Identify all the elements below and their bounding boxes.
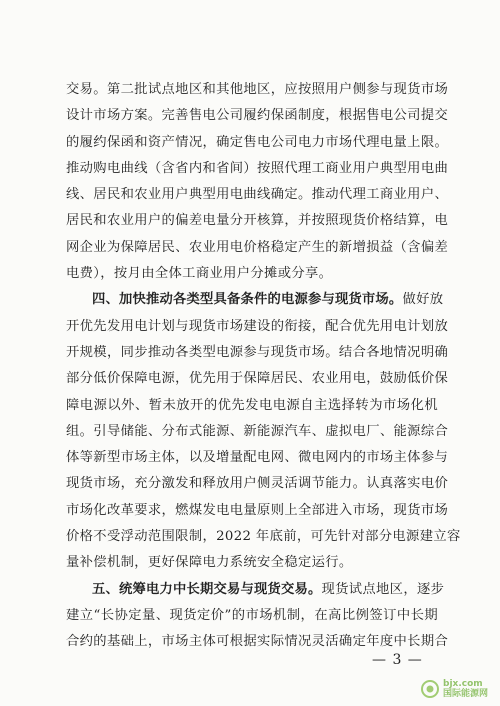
text-line: 电费），按月由全体工商业用户分摊或分享。 [66,266,333,282]
text-line: 的履约保函和资产情况，确定售电公司电力市场代理电量上限。 [66,134,449,150]
text-line: 推动购电曲线（含省内和省间）按照代理工商业用户典型用电曲 [66,160,449,176]
watermark-text-2: 国际能源网 [443,689,489,699]
section-heading: 四、加快推动各类型具备条件的电源参与现货市场。 [92,292,403,308]
text-line: 部分低价保障电源，优先用于保障居民、农业用电，鼓励低价保 [66,371,449,387]
heading-continuation-text: 做好放 [402,292,444,308]
text-line: 市场化改革要求，燃煤发电电量原则上全部进入市场，现货市场 [66,502,449,518]
watermark-text-1: bjx.com [443,679,483,689]
text-line: 网企业为保障居民、农业用电价格稳定产生的新增损益（含偏差 [66,239,449,255]
body-text [66,77,461,656]
watermark-leaf-icon [420,679,440,699]
text-line: 设计市场方案。完善售电公司履约保函制度，根据售电公司提交 [66,108,449,124]
text-line: 开规模，同步推动各类型电源参与现货市场。结合各地情况明确 [66,344,449,360]
text-line: 建立“长协定量、现货定价”的市场机制，在高比例签订中长期 [66,607,438,623]
text-line: 体等新型市场主体，以及增量配电网、微电网内的市场主体参与 [66,450,449,466]
section-heading: 五、统筹电力中长期交易与现货交易。 [92,581,322,597]
text-line: 交易。第二批试点地区和其他地区，应按照用户侧参与现货市场 [66,82,449,97]
heading-continuation-text: 现货试点地区，逐步 [321,581,445,597]
section-heading-line [66,577,445,603]
text-line: 量补偿机制，更好保障电力系统安全稳定运行。 [66,555,353,571]
text-line: 障电源以外、暂未放开的优先发电电源自主选择转为市场化机 [66,397,438,413]
watermark-logo [420,677,494,701]
text-line: 合约的基础上，市场主体可根据实际情况灵活确定年度中长期合 [66,634,449,650]
text-line: 开优先发用电计划与现货市场建设的衔接，配合优先用电计划放 [66,318,449,334]
text-line: 线、居民和农业用户典型用电曲线确定。推动代理工商业用户、 [66,187,449,203]
text-line: 价格不受浮动范围限制，2022 年底前，可先针对部分电源建立容 [66,529,461,545]
page-number: — 3 — [372,652,423,668]
text-line: 现货市场，充分激发和释放用户侧灵活调节能力。认真落实电价 [66,476,449,492]
section-heading-line [66,287,444,313]
text-line: 居民和农业用户的偏差电量分开核算，并按照现货价格结算，电 [66,213,449,229]
text-line: 组。引导储能、分布式能源、新能源汽车、虚拟电厂、能源综合 [66,423,449,439]
